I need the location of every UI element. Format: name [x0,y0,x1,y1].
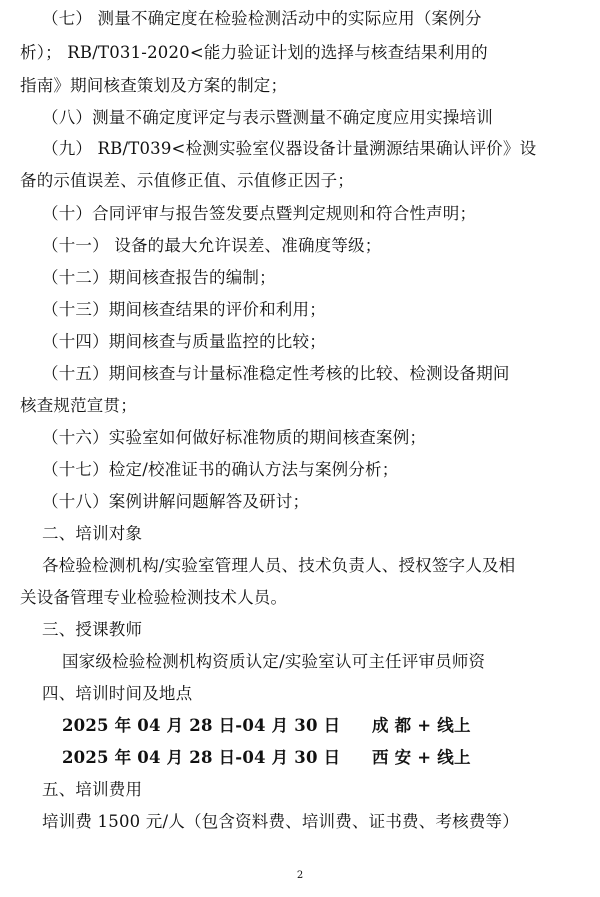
item-16-line-1: （十六）实验室如何做好标准物质的期间核查案例； [42,428,427,447]
item-13-line-1: （十三）期间核查结果的评价和利用； [42,300,326,319]
schedule-place: 成 都 + 线上 [372,716,471,735]
item-7-line-2: 析）； RB/T031-2020<能力验证计划的选择与核查结果利用的 [20,43,488,62]
item-12-line-1: （十二）期间核查报告的编制； [42,268,276,287]
item-14-line-1: （十四）期间核查与质量监控的比较； [42,332,326,351]
schedule-row [62,715,471,737]
item-15-line-2: 核查规范宣贯； [20,396,137,415]
schedule-heading: 四、培训时间及地点 [42,684,193,703]
item-7-line-1: （七） 测量不确定度在检验检测活动中的实际应用（案例分 [42,9,482,28]
item-10-line-1: （十）合同评审与报告签发要点暨判定规则和符合性声明； [42,204,477,223]
teachers-heading: 三、授课教师 [42,620,143,639]
item-18-line-1: （十八）案例讲解问题解答及研讨； [42,492,310,511]
item-8-line-1: （八）测量不确定度评定与表示暨测量不确定度应用实操培训 [42,108,493,127]
trainees-text-line-2: 关设备管理专业检验检测技术人员。 [20,588,288,607]
fee-text: 培训费 1500 元/人（包含资料费、培训费、证书费、考核费等） [42,812,519,831]
page-number: 2 [296,870,304,881]
item-15-line-1: （十五）期间核查与计量标准稳定性考核的比较、检测设备期间 [42,364,510,383]
fee-heading: 五、培训费用 [42,780,143,799]
item-11-line-1: （十一） 设备的最大允许误差、准确度等级； [42,236,382,255]
schedule-row [62,747,471,769]
trainees-heading: 二、培训对象 [42,524,143,543]
schedule-date: 2025 年 04 月 28 日-04 月 30 日 [62,748,341,767]
item-9-line-1: （九） RB/T039<检测实验室仪器设备计量溯源结果确认评价》设 [42,139,537,158]
schedule-date: 2025 年 04 月 28 日-04 月 30 日 [62,716,341,735]
trainees-text-line-1: 各检验检测机构/实验室管理人员、技术负责人、授权签字人及相 [42,556,516,575]
item-17-line-1: （十七）检定/校准证书的确认方法与案例分析； [42,460,399,479]
item-9-line-2: 备的示值误差、示值修正值、示值修正因子； [20,171,354,190]
teachers-text: 国家级检验检测机构资质认定/实验室认可主任评审员师资 [62,652,486,671]
item-7-line-3: 指南》期间核查策划及方案的制定； [20,76,288,95]
schedule-place: 西 安 + 线上 [372,748,471,767]
